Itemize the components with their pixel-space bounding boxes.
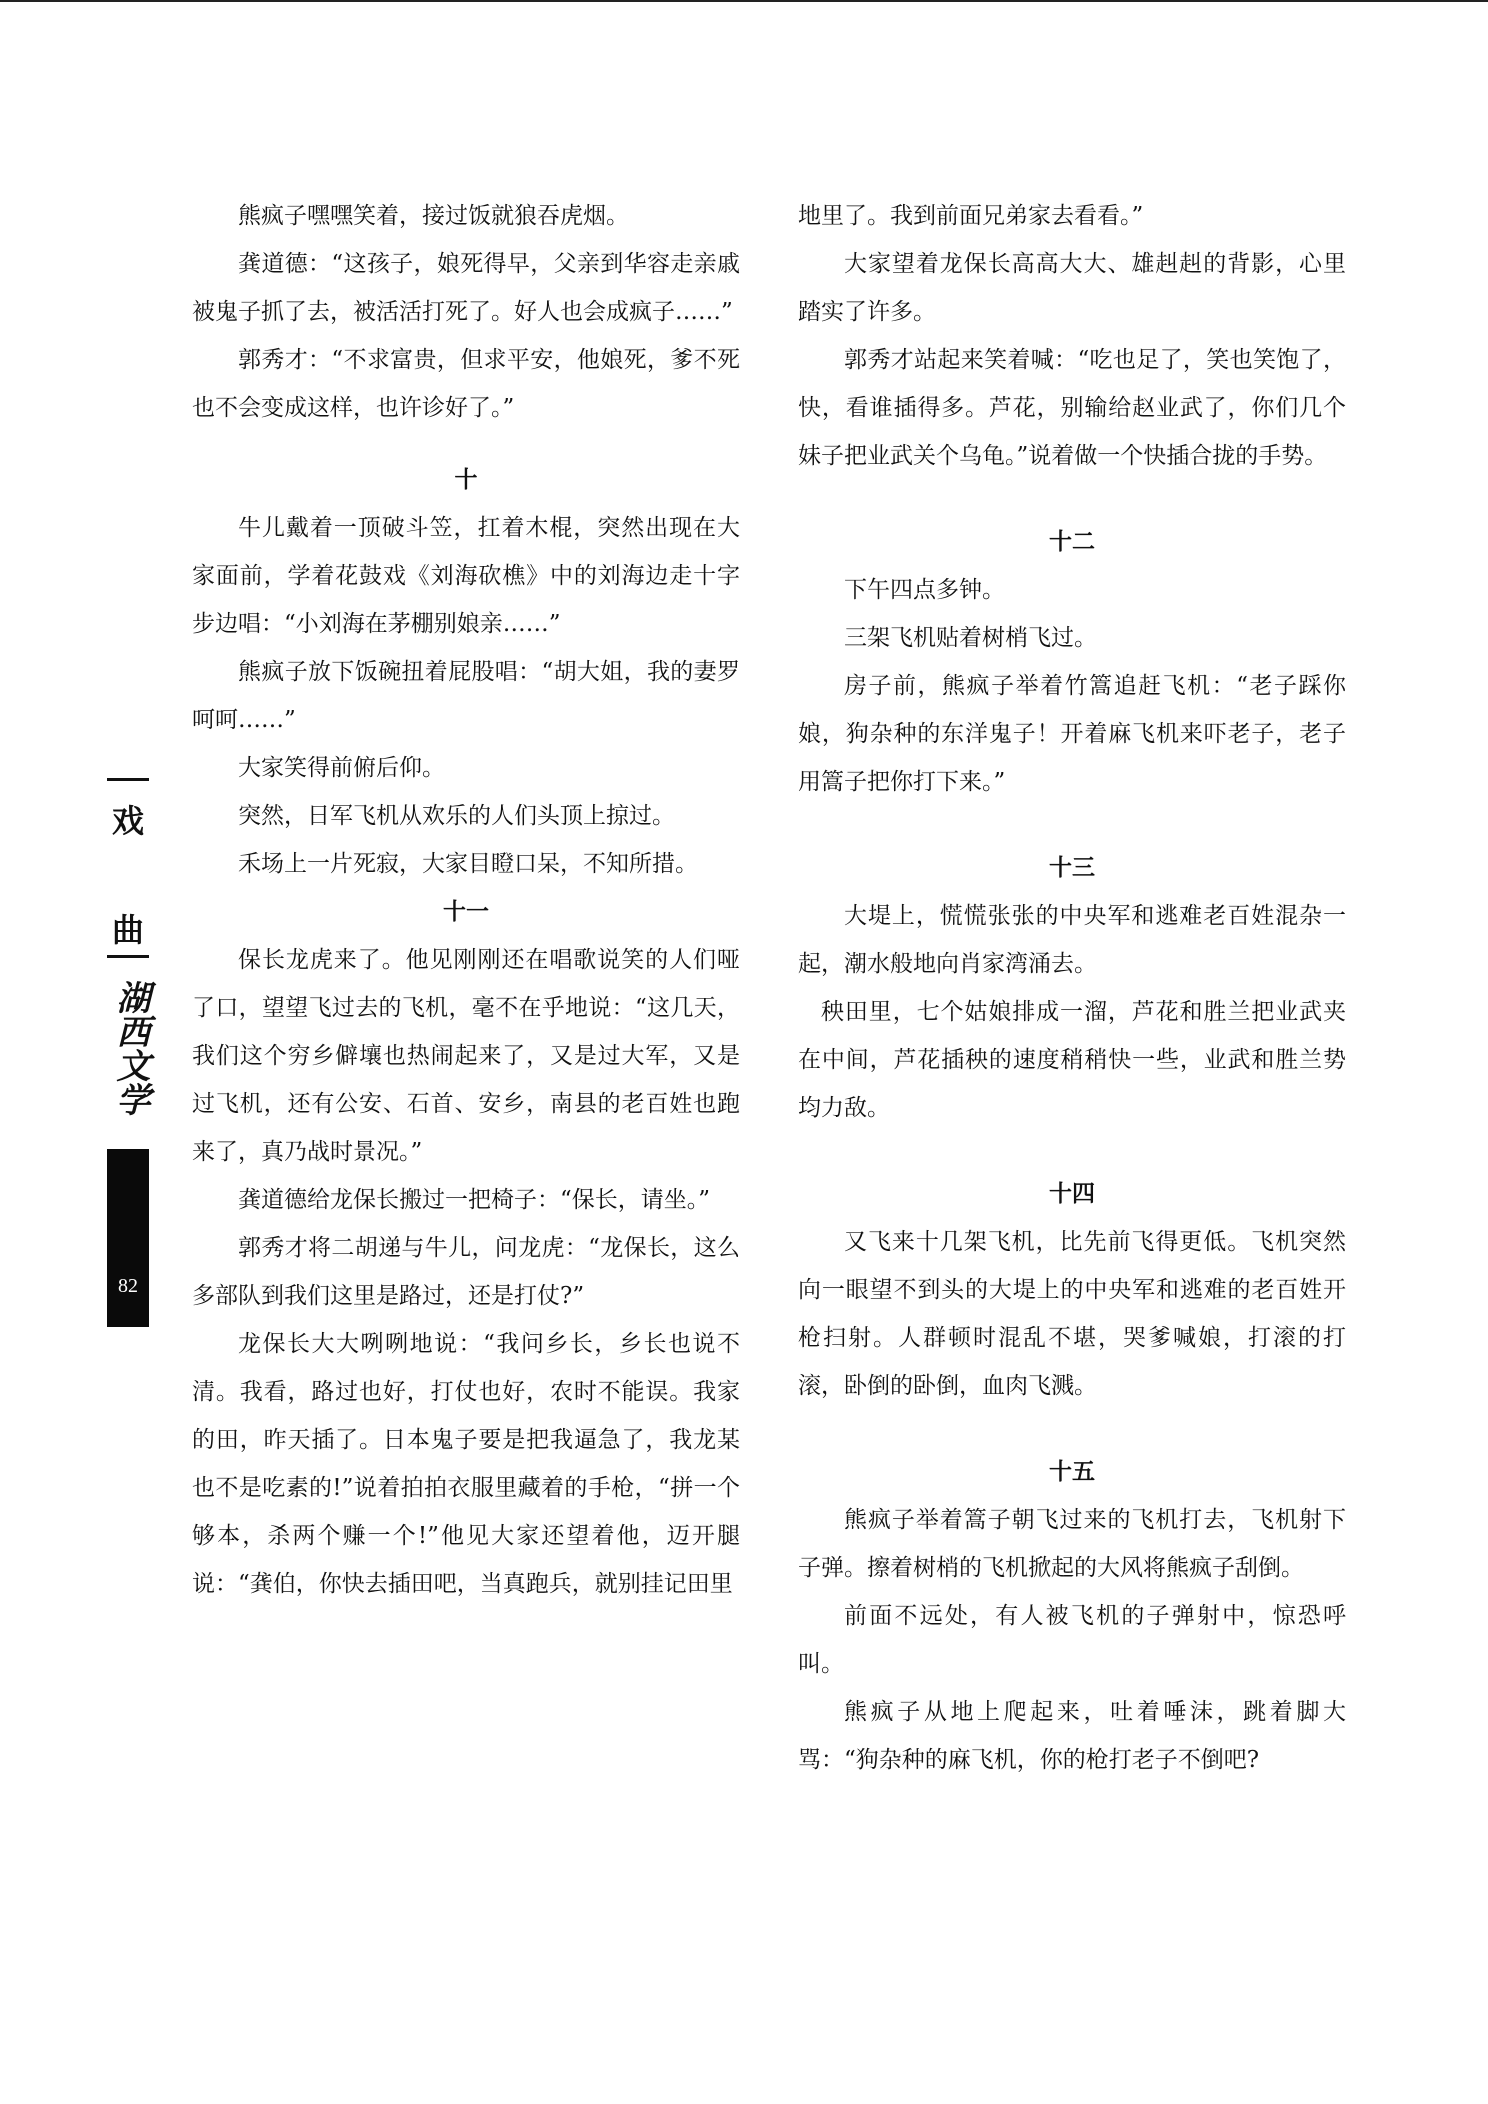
section-heading: 十三 — [1049, 854, 1095, 881]
paragraph: 龚道德给龙保长搬过一把椅子：“保长，请坐。” — [238, 1187, 711, 1213]
paragraph: 前面不远处，有人被飞机的子弹射中，惊恐呼叫。 — [798, 1603, 1346, 1677]
section-heading: 十五 — [1049, 1458, 1095, 1485]
paragraph: 牛儿戴着一顶破斗笠，扛着木棍，突然出现在大家面前，学着花鼓戏《刘海砍樵》中的刘海边走十字步边唱：“小刘海在茅棚别娘亲……” — [192, 515, 740, 637]
right-text-column — [798, 192, 1346, 1784]
paragraph: 熊疯子嘿嘿笑着，接过饭就狼吞虎烟。 — [238, 203, 629, 229]
paragraph: 龚道德：“这孩子，娘死得早，父亲到华容走亲戚被鬼子抓了去，被活活打死了。好人也会成疯子……” — [192, 251, 740, 325]
paragraph: 熊疯子从地上爬起来，吐着唾沫，跳着脚大骂：“狗杂种的麻飞机，你的枪打老子不倒吧? — [798, 1699, 1346, 1773]
section-heading: 十 — [454, 466, 478, 493]
paragraph: 熊疯子放下饭碗扭着屁股唱：“胡大姐，我的妻罗呵呵……” — [192, 659, 740, 733]
paragraph: 房子前，熊疯子举着竹篙追赶飞机：“老子踩你娘，狗杂种的东洋鬼子！开着麻飞机来吓老子，老子用篙子把你打下来。” — [798, 673, 1346, 795]
paragraph: 保长龙虎来了。他见刚刚还在唱歌说笑的人们哑了口，望望飞过去的飞机，毫不在乎地说：“这几天，我们这个穷乡僻壤也热闹起来了，又是过大军，又是过飞机，还有公安、石首、安乡，南县的老百姓也跑来了，真乃战时景况。” — [192, 947, 740, 1165]
section-heading: 十四 — [1049, 1180, 1095, 1207]
paragraph: 又飞来十几架飞机，比先前飞得更低。飞机突然向一眼望不到头的大堤上的中央军和逃难的老百姓开枪扫射。人群顿时混乱不堪，哭爹喊娘，打滚的打滚，卧倒的卧倒，血肉飞溅。 — [798, 1229, 1346, 1399]
page-number-block — [107, 1149, 149, 1327]
paragraph: 大堤上，慌慌张张的中央军和逃难老百姓混杂一起，潮水般地向肖家湾涌去。 — [798, 903, 1346, 977]
magazine-name-text: 湖西文学 — [110, 980, 150, 1116]
paragraph: 三架飞机贴着树梢飞过。 — [844, 625, 1097, 651]
paragraph: 龙保长大大咧咧地说：“我问乡长，乡长也说不清。我看，路过也好，打仗也好，农时不能误。我家的田，昨天插了。日本鬼子要是把我逼急了，我龙某也不是吃素的!”说着拍拍衣服里藏着的手枪，“拼一个够本，杀两个赚一个!”他见大家还望着他，迈开腿说：“龚伯，你快去插田吧，当真跑兵，就别挂记田里 — [192, 1331, 740, 1597]
paragraph: 熊疯子举着篙子朝飞过来的飞机打去，飞机射下子弹。擦着树梢的飞机掀起的大风将熊疯子刮倒。 — [798, 1507, 1346, 1581]
paragraph: 郭秀才：“不求富贵，但求平安，他娘死，爹不死也不会变成这样，也许诊好了。” — [192, 347, 740, 421]
section-char-qu: 曲 — [111, 911, 144, 949]
paragraph-continued: 地里了。我到前面兄弟家去看看。” — [798, 203, 1144, 229]
left-text-column — [192, 192, 740, 1608]
paragraph: 突然，日军飞机从欢乐的人们头顶上掠过。 — [238, 803, 675, 829]
top-border-rule — [0, 0, 1488, 2]
section-heading: 十二 — [1049, 528, 1095, 555]
paragraph: 郭秀才将二胡递与牛儿，问龙虎：“龙保长，这么多部队到我们这里是路过，还是打仗?” — [192, 1235, 740, 1309]
paragraph: 秧田里，七个姑娘排成一溜，芦花和胜兰把业武夹在中间，芦花插秧的速度稍稍快一些，业武和胜兰势均力敌。 — [798, 999, 1346, 1121]
page-number: 82 — [118, 1275, 138, 1297]
sidebar-rule-top — [107, 778, 149, 781]
section-heading: 十一 — [443, 898, 489, 925]
paragraph: 郭秀才站起来笑着喊：“吃也足了，笑也笑饱了，快，看谁插得多。芦花，别输给赵业武了，你们几个妹子把业武关个乌龟。”说着做一个快插合拢的手势。 — [798, 347, 1346, 469]
section-char-xi: 戏 — [111, 802, 144, 840]
paragraph: 大家笑得前俯后仰。 — [238, 755, 445, 781]
sidebar-rule-middle — [107, 955, 149, 958]
magazine-name-vertical — [110, 980, 148, 1125]
paragraph: 下午四点多钟。 — [844, 577, 1005, 603]
paragraph: 大家望着龙保长高高大大、雄赳赳的背影，心里踏实了许多。 — [798, 251, 1346, 325]
paragraph: 禾场上一片死寂，大家目瞪口呆，不知所措。 — [238, 851, 698, 877]
